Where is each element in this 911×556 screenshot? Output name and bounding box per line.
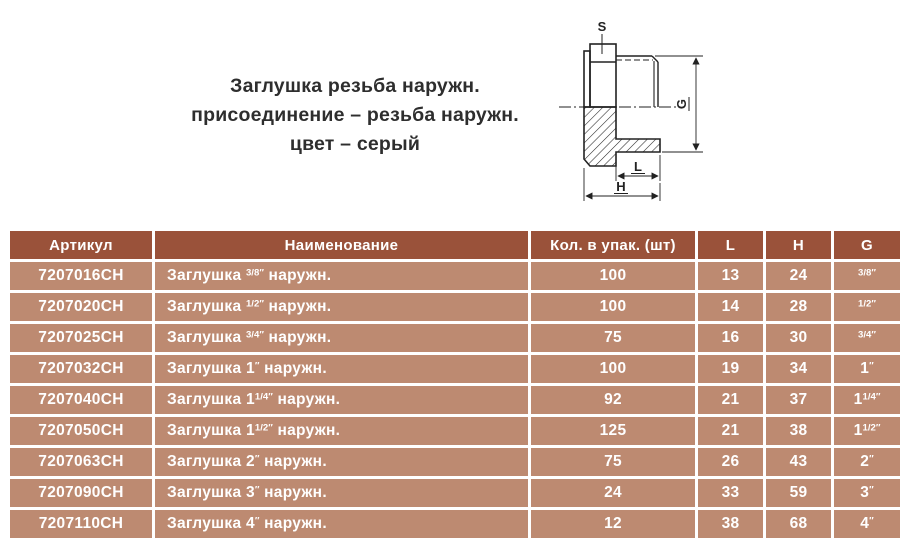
h-cell: 24 [766,262,831,290]
table-row [10,448,900,476]
article-cell: 7207090CH [10,479,152,507]
g-cell: $1^{1/2''}$ [834,417,900,445]
name-cell: Заглушка $^{3/4''}$ наружн. [155,324,528,352]
table-header-row [10,231,900,259]
h-cell: 59 [766,479,831,507]
qty-cell: 75 [531,448,695,476]
qty-cell: 100 [531,355,695,383]
g-cell: 3/4″ [834,324,900,352]
body-top-chamfer [652,56,658,62]
article-cell: 7207040CH [10,386,152,414]
l-cell: 16 [698,324,763,352]
l-cell: 33 [698,479,763,507]
header-qty: Кол. в упак. (шт) [531,231,695,259]
name-cell: Заглушка $^{1/2''}$ наружн. [155,293,528,321]
qty-cell: 100 [531,293,695,321]
g-cell: 1/2″ [834,293,900,321]
g-cell: 1″ [834,355,900,383]
g-cell: 3/8″ [834,262,900,290]
l-cell: 14 [698,293,763,321]
table-row [10,293,900,321]
cross-section-hatched [584,107,660,166]
g-cell: 4″ [834,510,900,538]
description-line-1: Заглушка резьба наружн. [230,75,480,97]
name-cell: Заглушка $1^{1/4''}$ наружн. [155,386,528,414]
description-line-2: присоединение – резьба наружн. [191,104,519,126]
table-row [10,479,900,507]
table-row [10,510,900,538]
table-row [10,355,900,383]
dim-label-h: H [616,179,626,194]
h-cell: 68 [766,510,831,538]
h-cell: 38 [766,417,831,445]
product-description [110,72,600,159]
qty-cell: 92 [531,386,695,414]
table-row [10,262,900,290]
table-row [10,324,900,352]
qty-cell: 125 [531,417,695,445]
h-cell: 30 [766,324,831,352]
table-row [10,417,900,445]
flange-edge [584,51,590,107]
h-cell: 28 [766,293,831,321]
header-l: L [698,231,763,259]
article-cell: 7207050CH [10,417,152,445]
header-name: Наименование [155,231,528,259]
hex-head [590,44,616,107]
h-cell: 37 [766,386,831,414]
header-article: Артикул [10,231,152,259]
dim-label-g: G [674,98,689,110]
product-table-body [10,262,900,538]
name-cell: Заглушка $^{3/8''}$ наружн. [155,262,528,290]
g-cell: 3″ [834,479,900,507]
h-cell: 43 [766,448,831,476]
article-cell: 7207025CH [10,324,152,352]
name-cell: Заглушка 2″ наружн. [155,448,528,476]
product-table [7,228,903,541]
name-cell: Заглушка 1″ наружн. [155,355,528,383]
name-cell: Заглушка $1^{1/2''}$ наружн. [155,417,528,445]
dim-label-l: L [634,159,642,174]
h-cell: 34 [766,355,831,383]
name-cell: Заглушка 3″ наружн. [155,479,528,507]
l-cell: 21 [698,386,763,414]
article-cell: 7207110CH [10,510,152,538]
product-table-wrap [7,228,903,541]
l-cell: 26 [698,448,763,476]
article-cell: 7207016CH [10,262,152,290]
l-cell: 38 [698,510,763,538]
article-cell: 7207032CH [10,355,152,383]
l-cell: 21 [698,417,763,445]
description-line-3: цвет – серый [289,133,421,155]
header-h: H [766,231,831,259]
article-cell: 7207020CH [10,293,152,321]
header-g: G [834,231,900,259]
qty-cell: 75 [531,324,695,352]
technical-drawing [553,4,723,222]
article-cell: 7207063CH [10,448,152,476]
g-cell: $1^{1/4''}$ [834,386,900,414]
l-cell: 19 [698,355,763,383]
qty-cell: 100 [531,262,695,290]
qty-cell: 24 [531,479,695,507]
table-row [10,386,900,414]
dim-label-s: S [597,19,607,34]
qty-cell: 12 [531,510,695,538]
g-cell: 2″ [834,448,900,476]
name-cell: Заглушка 4″ наружн. [155,510,528,538]
l-cell: 13 [698,262,763,290]
